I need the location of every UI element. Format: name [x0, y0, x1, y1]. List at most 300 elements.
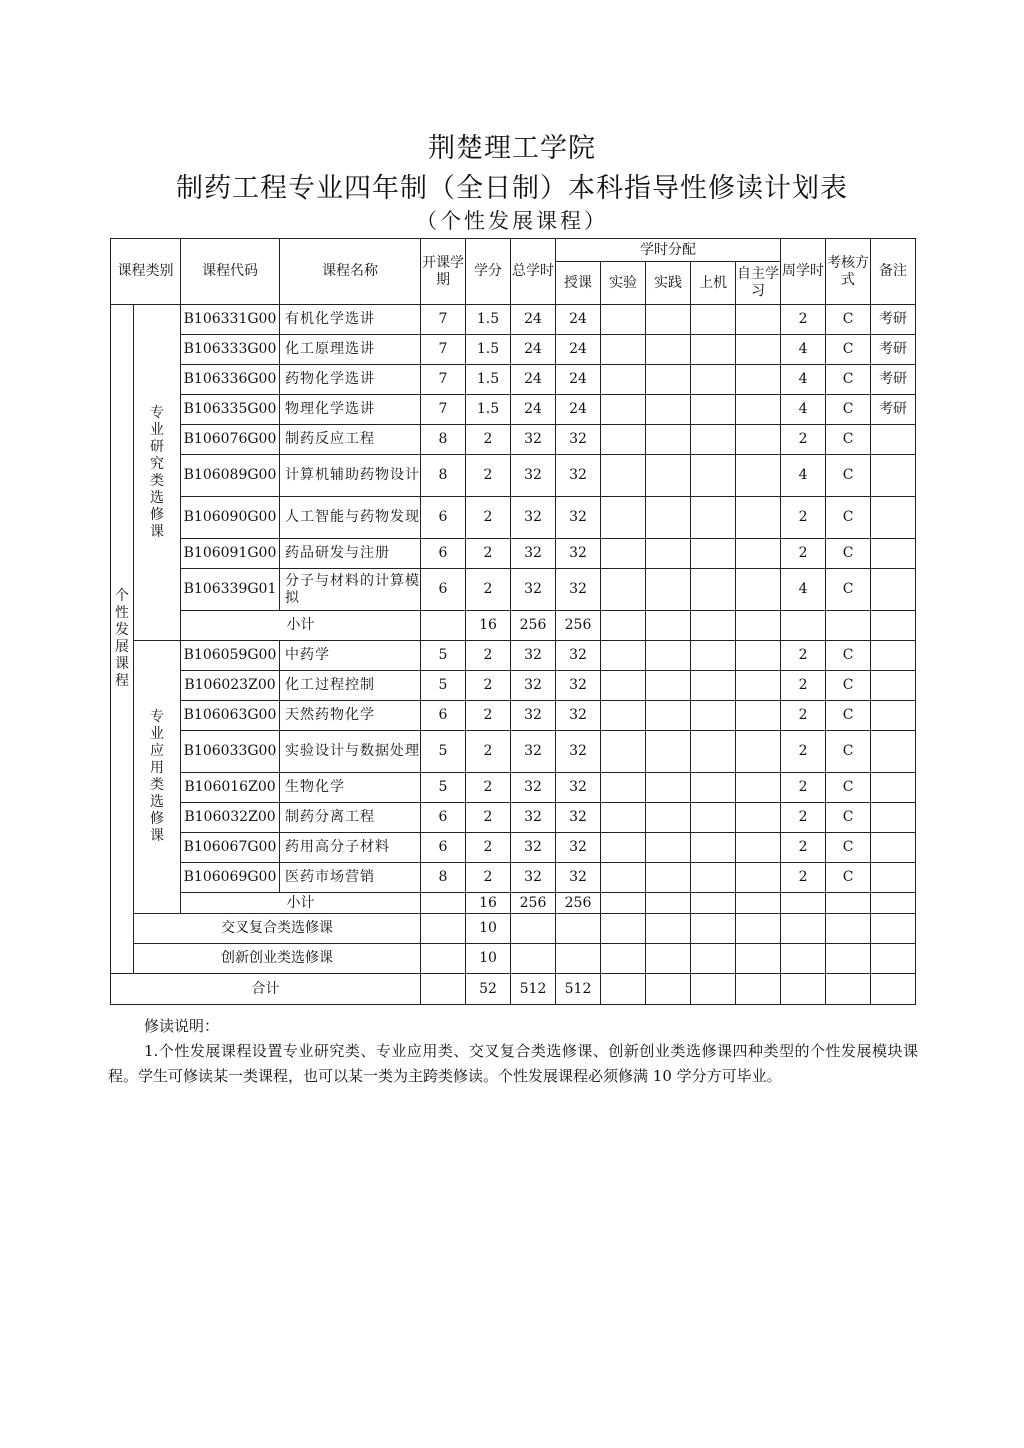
course-assessment: C — [826, 395, 871, 425]
table-row — [111, 365, 916, 395]
innovation-lecture-hours — [556, 944, 601, 974]
course-name: 医药市场营销 — [280, 863, 421, 893]
course-name: 制药反应工程 — [280, 425, 421, 455]
subtotal-empty — [691, 893, 736, 914]
subtotal-empty — [646, 611, 691, 641]
total-row — [111, 974, 916, 1005]
group-research-label: 专 业 研 究 类 选 修 课 — [134, 305, 181, 641]
course-lecture-hours: 24 — [556, 335, 601, 365]
header-lecture: 授课 — [556, 262, 601, 305]
course-computer-hours — [691, 671, 736, 701]
course-lecture-hours: 32 — [556, 833, 601, 863]
course-practice-hours — [646, 365, 691, 395]
course-semester: 5 — [421, 773, 466, 803]
subtotal-credit: 16 — [466, 893, 511, 914]
notes-heading: 修读说明： — [144, 1017, 220, 1035]
course-plan-table — [110, 238, 916, 1005]
table-row — [111, 671, 916, 701]
header-experiment: 实验 — [601, 262, 646, 305]
course-computer-hours — [691, 425, 736, 455]
course-code: B106339G01 — [181, 569, 280, 611]
course-total-hours: 24 — [511, 395, 556, 425]
course-self-study-hours — [736, 671, 781, 701]
course-name: 人工智能与药物发现 — [280, 497, 421, 539]
cross-empty — [826, 914, 871, 944]
course-code: B106090G00 — [181, 497, 280, 539]
header-semester: 开课学期 — [421, 239, 466, 305]
course-credit: 2 — [466, 773, 511, 803]
subtotal-empty — [826, 893, 871, 914]
notes-item-1: 1.个性发展课程设置专业研究类、专业应用类、交叉复合类选修课、创新创业类选修课四种类型的个性发展模块课程。学生可修读某一类课程，也可以某一类为主跨类修读。个性发展课程必须修满 10 学分方可毕业。 — [108, 1042, 918, 1085]
header-row-1 — [111, 239, 916, 262]
course-practice-hours — [646, 671, 691, 701]
course-experiment-hours — [601, 305, 646, 335]
course-assessment: C — [826, 569, 871, 611]
course-total-hours: 24 — [511, 365, 556, 395]
course-weekly-hours: 4 — [781, 335, 826, 365]
table-row — [111, 395, 916, 425]
course-assessment: C — [826, 455, 871, 497]
course-experiment-hours — [601, 365, 646, 395]
header-total-hours: 总学时 — [511, 239, 556, 305]
course-practice-hours — [646, 425, 691, 455]
course-name: 天然药物化学 — [280, 701, 421, 731]
course-remark — [871, 497, 916, 539]
subtotal-semester — [421, 893, 466, 914]
total-empty — [871, 974, 916, 1005]
course-computer-hours — [691, 539, 736, 569]
course-semester: 7 — [421, 335, 466, 365]
course-practice-hours — [646, 641, 691, 671]
course-total-hours: 24 — [511, 335, 556, 365]
course-computer-hours — [691, 395, 736, 425]
table-row — [111, 497, 916, 539]
course-name: 分子与材料的计算模拟 — [280, 569, 421, 611]
course-code: B106067G00 — [181, 833, 280, 863]
course-self-study-hours — [736, 731, 781, 773]
course-weekly-hours: 2 — [781, 773, 826, 803]
total-empty — [826, 974, 871, 1005]
course-total-hours: 32 — [511, 833, 556, 863]
course-credit: 1.5 — [466, 305, 511, 335]
course-code: B106032Z00 — [181, 803, 280, 833]
course-self-study-hours — [736, 365, 781, 395]
course-code: B106016Z00 — [181, 773, 280, 803]
course-code: B106033G00 — [181, 731, 280, 773]
innovation-empty — [781, 944, 826, 974]
header-computer: 上机 — [691, 262, 736, 305]
course-practice-hours — [646, 335, 691, 365]
cross-total-hours — [511, 914, 556, 944]
course-computer-hours — [691, 365, 736, 395]
course-credit: 2 — [466, 569, 511, 611]
course-name: 实验设计与数据处理 — [280, 731, 421, 773]
course-total-hours: 32 — [511, 803, 556, 833]
table-row — [111, 335, 916, 365]
course-assessment: C — [826, 833, 871, 863]
table-row — [111, 305, 916, 335]
course-name: 药物化学选讲 — [280, 365, 421, 395]
course-total-hours: 32 — [511, 773, 556, 803]
subtotal-empty — [736, 611, 781, 641]
course-credit: 2 — [466, 497, 511, 539]
header-credit: 学分 — [466, 239, 511, 305]
course-semester: 6 — [421, 803, 466, 833]
course-name: 药品研发与注册 — [280, 539, 421, 569]
course-self-study-hours — [736, 773, 781, 803]
course-assessment: C — [826, 335, 871, 365]
course-total-hours: 32 — [511, 701, 556, 731]
course-total-hours: 32 — [511, 569, 556, 611]
course-self-study-hours — [736, 539, 781, 569]
total-total-hours: 512 — [511, 974, 556, 1005]
course-self-study-hours — [736, 425, 781, 455]
subtotal-row — [111, 611, 916, 641]
total-empty — [736, 974, 781, 1005]
course-code: B106069G00 — [181, 863, 280, 893]
course-code: B106059G00 — [181, 641, 280, 671]
course-experiment-hours — [601, 701, 646, 731]
course-remark — [871, 539, 916, 569]
course-remark — [871, 731, 916, 773]
course-total-hours: 32 — [511, 731, 556, 773]
course-semester: 6 — [421, 497, 466, 539]
course-assessment: C — [826, 863, 871, 893]
course-practice-hours — [646, 539, 691, 569]
course-computer-hours — [691, 497, 736, 539]
course-code: B106023Z00 — [181, 671, 280, 701]
total-semester — [421, 974, 466, 1005]
plan-title: 制药工程专业四年制（全日制）本科指导性修读计划表 — [176, 173, 848, 204]
course-remark: 考研 — [871, 365, 916, 395]
header-weekly: 周学时 — [781, 239, 826, 305]
course-lecture-hours: 32 — [556, 773, 601, 803]
innovation-total-hours — [511, 944, 556, 974]
course-weekly-hours: 4 — [781, 455, 826, 497]
cross-empty — [781, 914, 826, 944]
cross-row — [111, 914, 916, 944]
course-experiment-hours — [601, 569, 646, 611]
cross-empty — [871, 914, 916, 944]
category-main: 个 性 发 展 课 程 — [111, 305, 134, 974]
course-self-study-hours — [736, 335, 781, 365]
subtotal-row — [111, 893, 916, 914]
course-code: B106336G00 — [181, 365, 280, 395]
course-computer-hours — [691, 641, 736, 671]
course-computer-hours — [691, 773, 736, 803]
course-assessment: C — [826, 773, 871, 803]
course-semester: 5 — [421, 731, 466, 773]
course-assessment: C — [826, 497, 871, 539]
course-lecture-hours: 32 — [556, 539, 601, 569]
header-assessment: 考核方式 — [826, 239, 871, 305]
header-category: 课程类别 — [111, 239, 181, 305]
course-lecture-hours: 32 — [556, 455, 601, 497]
course-self-study-hours — [736, 455, 781, 497]
table-row — [111, 539, 916, 569]
course-assessment: C — [826, 671, 871, 701]
cross-empty — [601, 914, 646, 944]
course-experiment-hours — [601, 395, 646, 425]
course-practice-hours — [646, 701, 691, 731]
total-empty — [691, 974, 736, 1005]
course-assessment: C — [826, 539, 871, 569]
course-total-hours: 32 — [511, 863, 556, 893]
course-experiment-hours — [601, 863, 646, 893]
course-weekly-hours: 2 — [781, 425, 826, 455]
course-computer-hours — [691, 863, 736, 893]
course-practice-hours — [646, 731, 691, 773]
course-lecture-hours: 32 — [556, 425, 601, 455]
total-empty — [601, 974, 646, 1005]
table-row — [111, 863, 916, 893]
course-lecture-hours: 32 — [556, 569, 601, 611]
course-assessment: C — [826, 641, 871, 671]
course-self-study-hours — [736, 395, 781, 425]
course-lecture-hours: 24 — [556, 365, 601, 395]
total-empty — [646, 974, 691, 1005]
group-applied-label: 专 业 应 用 类 选 修 课 — [134, 641, 181, 914]
course-remark — [871, 833, 916, 863]
subtotal-lecture-hours: 256 — [556, 893, 601, 914]
course-total-hours: 32 — [511, 455, 556, 497]
course-credit: 2 — [466, 539, 511, 569]
course-practice-hours — [646, 569, 691, 611]
course-weekly-hours: 4 — [781, 395, 826, 425]
innovation-credit: 10 — [466, 944, 511, 974]
course-lecture-hours: 32 — [556, 641, 601, 671]
course-name: 物理化学选讲 — [280, 395, 421, 425]
course-experiment-hours — [601, 497, 646, 539]
course-computer-hours — [691, 833, 736, 863]
course-name: 计算机辅助药物设计 — [280, 455, 421, 497]
cross-semester — [421, 914, 466, 944]
course-weekly-hours: 2 — [781, 539, 826, 569]
course-total-hours: 32 — [511, 497, 556, 539]
course-semester: 6 — [421, 833, 466, 863]
subtotal-lecture-hours: 256 — [556, 611, 601, 641]
course-semester: 6 — [421, 539, 466, 569]
table-row — [111, 731, 916, 773]
subtotal-total-hours: 256 — [511, 893, 556, 914]
course-semester: 8 — [421, 863, 466, 893]
subtotal-empty — [826, 611, 871, 641]
course-self-study-hours — [736, 641, 781, 671]
course-remark — [871, 671, 916, 701]
course-practice-hours — [646, 395, 691, 425]
subtotal-label: 小计 — [181, 893, 421, 914]
total-label: 合计 — [111, 974, 421, 1005]
course-self-study-hours — [736, 833, 781, 863]
course-practice-hours — [646, 803, 691, 833]
course-code: B106076G00 — [181, 425, 280, 455]
cross-credit: 10 — [466, 914, 511, 944]
course-remark: 考研 — [871, 335, 916, 365]
subtotal-empty — [871, 893, 916, 914]
course-experiment-hours — [601, 335, 646, 365]
course-total-hours: 24 — [511, 305, 556, 335]
subtotal-empty — [871, 611, 916, 641]
cross-label: 交叉复合类选修课 — [134, 914, 421, 944]
header-practice: 实践 — [646, 262, 691, 305]
course-name: 化工过程控制 — [280, 671, 421, 701]
course-lecture-hours: 24 — [556, 395, 601, 425]
course-credit: 2 — [466, 863, 511, 893]
table-row — [111, 641, 916, 671]
course-weekly-hours: 4 — [781, 569, 826, 611]
course-credit: 2 — [466, 701, 511, 731]
course-credit: 1.5 — [466, 395, 511, 425]
cross-lecture-hours — [556, 914, 601, 944]
course-weekly-hours: 2 — [781, 701, 826, 731]
course-code: B106331G00 — [181, 305, 280, 335]
course-remark — [871, 641, 916, 671]
subtotal-empty — [691, 611, 736, 641]
innovation-empty — [646, 944, 691, 974]
course-practice-hours — [646, 497, 691, 539]
course-credit: 2 — [466, 803, 511, 833]
course-assessment: C — [826, 365, 871, 395]
course-assessment: C — [826, 425, 871, 455]
header-self-study: 自主学习 — [736, 262, 781, 305]
course-experiment-hours — [601, 641, 646, 671]
course-lecture-hours: 32 — [556, 671, 601, 701]
subtotal-empty — [781, 893, 826, 914]
table-row — [111, 833, 916, 863]
subtotal-semester — [421, 611, 466, 641]
course-credit: 2 — [466, 455, 511, 497]
course-semester: 6 — [421, 701, 466, 731]
course-experiment-hours — [601, 425, 646, 455]
course-practice-hours — [646, 773, 691, 803]
school-title: 荆楚理工学院 — [428, 133, 596, 164]
course-semester: 7 — [421, 395, 466, 425]
course-lecture-hours: 32 — [556, 497, 601, 539]
course-remark: 考研 — [871, 395, 916, 425]
course-lecture-hours: 24 — [556, 305, 601, 335]
subtotal-credit: 16 — [466, 611, 511, 641]
notes — [108, 1014, 918, 1089]
innovation-semester — [421, 944, 466, 974]
course-semester: 5 — [421, 641, 466, 671]
course-weekly-hours: 2 — [781, 305, 826, 335]
course-credit: 2 — [466, 671, 511, 701]
course-computer-hours — [691, 335, 736, 365]
innovation-row — [111, 944, 916, 974]
course-remark — [871, 455, 916, 497]
course-weekly-hours: 2 — [781, 671, 826, 701]
course-weekly-hours: 2 — [781, 497, 826, 539]
header-remarks: 备注 — [871, 239, 916, 305]
table-row — [111, 455, 916, 497]
course-computer-hours — [691, 803, 736, 833]
course-code: B106063G00 — [181, 701, 280, 731]
course-credit: 2 — [466, 731, 511, 773]
subtotal-empty — [736, 893, 781, 914]
course-lecture-hours: 32 — [556, 701, 601, 731]
course-experiment-hours — [601, 803, 646, 833]
course-experiment-hours — [601, 833, 646, 863]
table-row — [111, 569, 916, 611]
course-credit: 1.5 — [466, 365, 511, 395]
subtotal-empty — [646, 893, 691, 914]
course-semester: 6 — [421, 569, 466, 611]
course-assessment: C — [826, 731, 871, 773]
course-credit: 2 — [466, 833, 511, 863]
course-lecture-hours: 32 — [556, 863, 601, 893]
course-self-study-hours — [736, 569, 781, 611]
total-credit: 52 — [466, 974, 511, 1005]
course-computer-hours — [691, 455, 736, 497]
innovation-empty — [736, 944, 781, 974]
innovation-empty — [691, 944, 736, 974]
course-code: B106089G00 — [181, 455, 280, 497]
course-name: 有机化学选讲 — [280, 305, 421, 335]
course-weekly-hours: 2 — [781, 641, 826, 671]
course-credit: 2 — [466, 641, 511, 671]
course-practice-hours — [646, 863, 691, 893]
cross-empty — [736, 914, 781, 944]
course-remark — [871, 701, 916, 731]
innovation-empty — [871, 944, 916, 974]
course-name: 生物化学 — [280, 773, 421, 803]
course-semester: 5 — [421, 671, 466, 701]
course-total-hours: 32 — [511, 539, 556, 569]
course-assessment: C — [826, 701, 871, 731]
course-semester: 7 — [421, 365, 466, 395]
course-experiment-hours — [601, 731, 646, 773]
course-remark — [871, 425, 916, 455]
course-total-hours: 32 — [511, 641, 556, 671]
course-code: B106091G00 — [181, 539, 280, 569]
course-practice-hours — [646, 833, 691, 863]
course-self-study-hours — [736, 863, 781, 893]
table-row — [111, 701, 916, 731]
course-self-study-hours — [736, 701, 781, 731]
course-remark: 考研 — [871, 305, 916, 335]
course-remark — [871, 773, 916, 803]
subtotal-empty — [601, 611, 646, 641]
course-self-study-hours — [736, 497, 781, 539]
course-semester: 8 — [421, 455, 466, 497]
course-name: 药用高分子材料 — [280, 833, 421, 863]
header-name: 课程名称 — [280, 239, 421, 305]
course-semester: 7 — [421, 305, 466, 335]
course-total-hours: 32 — [511, 671, 556, 701]
course-computer-hours — [691, 731, 736, 773]
course-weekly-hours: 2 — [781, 731, 826, 773]
course-code: B106335G00 — [181, 395, 280, 425]
course-weekly-hours: 2 — [781, 863, 826, 893]
course-lecture-hours: 32 — [556, 731, 601, 773]
course-semester: 8 — [421, 425, 466, 455]
module-subtitle: （个性发展课程） — [416, 209, 608, 233]
header-distribution: 学时分配 — [556, 239, 781, 262]
table-row — [111, 425, 916, 455]
course-experiment-hours — [601, 773, 646, 803]
table-row — [111, 773, 916, 803]
course-self-study-hours — [736, 803, 781, 833]
course-weekly-hours: 4 — [781, 365, 826, 395]
course-computer-hours — [691, 569, 736, 611]
course-practice-hours — [646, 305, 691, 335]
course-lecture-hours: 32 — [556, 803, 601, 833]
total-lecture-hours: 512 — [556, 974, 601, 1005]
innovation-label: 创新创业类选修课 — [134, 944, 421, 974]
course-credit: 1.5 — [466, 335, 511, 365]
subtotal-total-hours: 256 — [511, 611, 556, 641]
course-code: B106333G00 — [181, 335, 280, 365]
